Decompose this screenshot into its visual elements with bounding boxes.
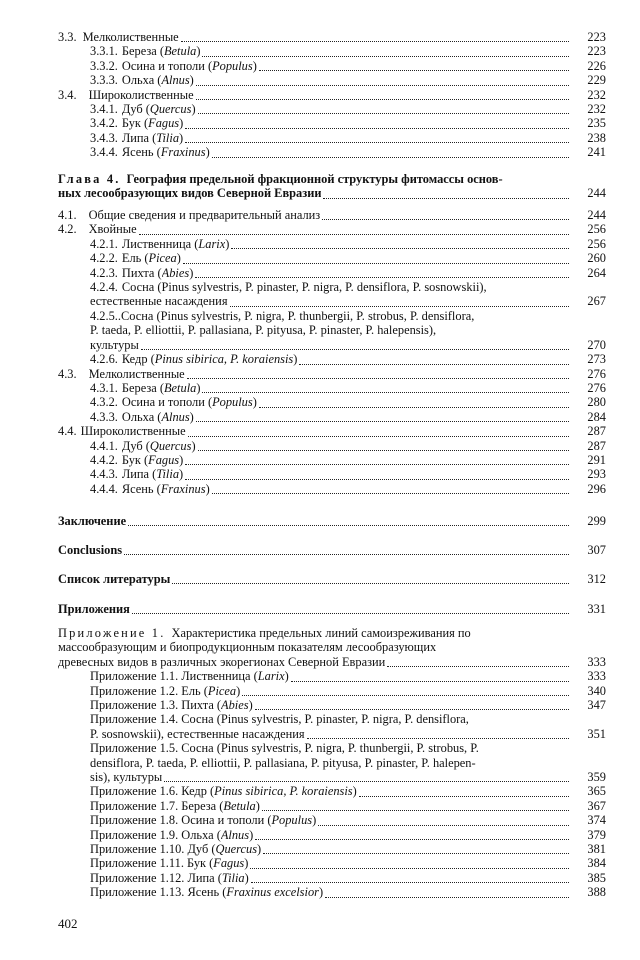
leader-dots	[307, 726, 569, 739]
entry-title-line1: Сосна (Pinus sylvestris, P. nigra, P. thunbergii, P. strobus, P. densiflora,	[120, 308, 475, 323]
leader-dots	[212, 481, 569, 494]
entry-page: 276	[587, 380, 606, 395]
entry-title: Conclusions	[58, 542, 123, 557]
toc-entry[interactable]: 4.3.3. Ольха ( Alnus ) 284	[90, 409, 606, 424]
entry-page: 267	[587, 294, 606, 309]
entry-title: Приложение 1.3. Пихта (	[90, 697, 222, 712]
entry-title-line2: естественные насаждения	[90, 294, 228, 309]
entry-latin: Alnus	[161, 73, 190, 88]
toc-entry-conclusions-en[interactable]	[58, 543, 606, 557]
toc-entry[interactable]: Приложение 1.12. Липа ( Tilia ) 385	[90, 870, 606, 885]
entry-title: Широколиственные	[80, 424, 186, 439]
appendix-label: Приложение 1.	[58, 625, 166, 640]
entry-page: 312	[587, 571, 606, 586]
entry-title: Дуб (	[121, 101, 150, 116]
entry-title: Липа (	[121, 130, 157, 145]
toc-entry[interactable]: 3.3.2. Осина и тополи ( Populus ) 226	[90, 58, 606, 73]
entry-latin: Tilia	[221, 870, 245, 885]
entry-title-line2: P. sosnowskii), естественные насаждения	[90, 726, 305, 741]
entry-title: Хвойные	[88, 222, 137, 237]
entry-latin: Populus	[212, 395, 253, 410]
entry-title: Заключение	[58, 513, 127, 528]
entry-title: Липа (	[121, 467, 157, 482]
entry-page: 232	[587, 87, 606, 102]
entry-number: 4.2.1.	[90, 236, 118, 251]
leader-dots	[259, 58, 569, 71]
toc-entry[interactable]	[58, 222, 606, 236]
entry-latin: Fraxinus excelsior	[226, 885, 319, 900]
leader-dots	[124, 542, 569, 555]
entry-title-line2: P. taeda, P. elliottii, P. pallasiana, P. pityusa, P. pinaster, P. halepensis),	[90, 323, 437, 338]
entry-latin: Betula	[223, 798, 256, 813]
entry-latin: Picea	[148, 251, 177, 266]
entry-page: 244	[587, 207, 606, 222]
toc-entry[interactable]	[58, 424, 606, 438]
chapter-title-line2: ных лесообразующих видов Северной Евразии	[58, 186, 322, 201]
entry-title: Бук (	[121, 452, 149, 467]
entry-number: 3.3.	[58, 29, 77, 44]
entry-page: 347	[587, 697, 606, 712]
entry-page: 235	[587, 116, 606, 131]
entry-latin: Larix	[257, 669, 285, 684]
entry-page: 385	[587, 870, 606, 885]
toc-entry[interactable]: 4.3.1. Береза ( Betula ) 276	[90, 380, 606, 395]
entry-number: 3.3.1.	[90, 44, 118, 59]
entry-number: 4.3.	[58, 366, 77, 381]
toc-entry[interactable]: Приложение 1.3. Пихта ( Abies ) 347	[90, 697, 606, 712]
toc-entry[interactable]: Приложение 1.6. Кедр ( Pinus sibirica, P. koraiensis ) 365	[90, 784, 606, 799]
entry-page: 260	[587, 251, 606, 266]
entry-title: Пихта (	[121, 265, 162, 280]
entry-page: 270	[587, 337, 606, 352]
toc-entry[interactable]: Приложение 1.8. Осина и тополи ( Populus ) 374	[90, 813, 606, 828]
entry-page: 264	[587, 265, 606, 280]
entry-number: 3.4.	[58, 87, 77, 102]
entry-page: 284	[587, 409, 606, 424]
leader-dots	[387, 654, 569, 667]
entry-page: 307	[587, 542, 606, 557]
leader-dots	[196, 73, 569, 86]
chapter-title-line1: География предельной фракционной структуры фитомассы основ-	[126, 171, 503, 186]
entry-title: Приложение 1.2. Ель (	[90, 683, 208, 698]
entry-title-line1: Приложение 1.5. Сосна (Pinus sylvestris, P. nigra, P. thunbergii, P. strobus, P.	[90, 741, 479, 756]
toc-entry[interactable]	[58, 741, 606, 784]
chapter-heading[interactable]	[58, 172, 606, 201]
toc-entry[interactable]: 3.4.1. Дуб ( Quercus ) 232	[90, 101, 606, 116]
toc-entry[interactable]: Приложение 1.1. Лиственница ( Larix ) 333	[90, 669, 606, 684]
entry-page: 256	[587, 236, 606, 251]
leader-dots	[164, 769, 569, 782]
entry-latin: Tilia	[156, 467, 180, 482]
leader-dots	[322, 207, 569, 220]
leader-dots	[262, 798, 569, 811]
entry-title: Береза (	[121, 380, 164, 395]
leader-dots	[172, 571, 569, 584]
entry-page: 241	[587, 145, 606, 160]
entry-page: 296	[587, 481, 606, 496]
entry-latin: Alnus	[220, 827, 250, 842]
leader-dots	[187, 366, 569, 379]
leader-dots	[318, 813, 569, 826]
entry-number: 4.1.	[58, 207, 77, 222]
entry-latin: Abies	[221, 697, 249, 712]
entry-page: 299	[587, 513, 606, 528]
entry-title: Осина и тополи (	[121, 58, 213, 73]
entry-page: 379	[587, 827, 606, 842]
toc-entry[interactable]: 3.4.3. Липа ( Tilia ) 238	[90, 130, 606, 145]
entry-number: 4.4.1.	[90, 438, 118, 453]
entry-number: 4.2.5..	[90, 308, 121, 323]
entry-latin: Tilia	[156, 130, 180, 145]
toc-entry[interactable]: Приложение 1.13. Ясень ( Fraxinus excelsior ) 388	[90, 885, 606, 900]
entry-title-line2: массообразующим и биопродукционным показателям лесообразующих	[58, 640, 437, 655]
entry-page: 388	[587, 885, 606, 900]
leader-dots	[231, 236, 569, 249]
leader-dots	[250, 856, 569, 869]
entry-latin: Abies	[161, 265, 190, 280]
entry-latin: Quercus	[215, 841, 258, 856]
entry-latin: Betula	[163, 44, 197, 59]
entry-page: 381	[587, 841, 606, 856]
toc-entry[interactable]: Приложение 1.2. Ель ( Picea ) 340	[90, 683, 606, 698]
entry-title: Приложение 1.9. Ольха (	[90, 827, 221, 842]
chapter-label: Глава 4.	[58, 171, 121, 186]
toc-entry[interactable]: Приложение 1.10. Дуб ( Quercus ) 381	[90, 841, 606, 856]
entry-title: Приложение 1.12. Липа (	[90, 870, 222, 885]
toc-entry-appendix-1[interactable]	[58, 626, 606, 669]
entry-title: Приложения	[58, 601, 130, 616]
entry-title-line1: Приложение 1.4. Сосна (Pinus sylvestris, P. pinaster, P. nigra, P. densiflora,	[90, 712, 469, 727]
toc-entry[interactable]: 3.3.3. Ольха ( Alnus ) 229	[90, 73, 606, 88]
entry-title: Осина и тополи (	[121, 395, 213, 410]
entry-page: 340	[587, 683, 606, 698]
toc-entry[interactable]	[58, 367, 606, 381]
entry-page: 293	[587, 467, 606, 482]
entry-number: 3.4.4.	[90, 145, 118, 160]
toc-entry[interactable]	[58, 712, 606, 741]
entry-title-line3: культуры	[90, 337, 139, 352]
entry-page: 351	[587, 726, 606, 741]
entry-number: 4.2.4.	[90, 279, 118, 294]
toc-entry[interactable]: 4.3.2. Осина и тополи ( Populus ) 280	[90, 395, 606, 410]
entry-number: 4.4.4.	[90, 481, 118, 496]
entry-page: 238	[587, 130, 606, 145]
entry-title: Приложение 1.11. Бук (	[90, 856, 214, 871]
entry-title: Ольха (	[121, 409, 162, 424]
toc-entry-references[interactable]	[58, 572, 606, 586]
leader-dots	[139, 222, 569, 235]
leader-dots	[255, 697, 569, 710]
entry-title: Береза (	[121, 44, 164, 59]
leader-dots	[230, 294, 569, 307]
entry-title-line2: densiflora, P. taeda, P. elliottii, P. pallasiana, P. pityusa, P. pinaster, P. halepen-	[90, 755, 476, 770]
leader-dots	[185, 452, 569, 465]
entry-page: 291	[587, 452, 606, 467]
leader-dots	[181, 29, 569, 42]
entry-title: Приложение 1.7. Береза (	[90, 798, 224, 813]
entry-page: 256	[587, 222, 606, 237]
leader-dots	[202, 44, 569, 57]
entry-number: 4.3.2.	[90, 395, 118, 410]
leader-dots	[128, 513, 569, 526]
entry-title: Список литературы	[58, 571, 171, 586]
entry-latin: Pinus sibirica, P. koraiensis	[214, 784, 353, 799]
toc-entry[interactable]: 4.2.3. Пихта ( Abies ) 264	[90, 265, 606, 280]
leader-dots	[196, 87, 569, 100]
entry-page: 232	[587, 101, 606, 116]
toc-entry[interactable]: 4.2.1. Лиственница ( Larix ) 256	[90, 236, 606, 251]
entry-page: 374	[587, 813, 606, 828]
entry-number: 3.4.3.	[90, 130, 118, 145]
entry-title: Общие сведения и предварительный анализ	[88, 207, 321, 222]
leader-dots	[323, 186, 569, 199]
entry-page: 333	[587, 669, 606, 684]
leader-dots	[359, 784, 569, 797]
entry-latin: Populus	[271, 813, 313, 828]
entry-page: 359	[587, 769, 606, 784]
leader-dots	[255, 827, 569, 840]
leader-dots	[132, 601, 569, 614]
entry-latin: Pinus sibirica, P. koraiensis	[154, 352, 294, 367]
entry-title: Дуб (	[121, 438, 150, 453]
entry-title: Ясень (	[121, 481, 161, 496]
toc-entry[interactable]	[58, 30, 606, 44]
entry-page: 273	[587, 352, 606, 367]
toc-entry[interactable]	[58, 208, 606, 222]
entry-page: 244	[587, 186, 606, 201]
entry-page: 333	[587, 654, 606, 669]
entry-title-line1: Характеристика предельных линий самоизреживания по	[171, 625, 471, 640]
entry-number: 3.3.3.	[90, 73, 118, 88]
entry-title: Мелколиственные	[88, 366, 185, 381]
entry-page: 276	[587, 366, 606, 381]
toc-entry[interactable]: 4.4.4. Ясень ( Fraxinus ) 296	[90, 481, 606, 496]
entry-title: Приложение 1.10. Дуб (	[90, 841, 216, 856]
leader-dots	[141, 337, 569, 350]
entry-latin: Quercus	[149, 438, 192, 453]
entry-latin: Populus	[212, 58, 253, 73]
leader-dots	[251, 870, 569, 883]
entry-title: Ясень (	[121, 145, 161, 160]
leader-dots	[242, 683, 569, 696]
entry-number: 4.4.	[58, 424, 77, 439]
entry-latin: Betula	[163, 380, 197, 395]
entry-number: 3.3.2.	[90, 58, 118, 73]
entry-number: 4.3.1.	[90, 380, 118, 395]
entry-title: Ольха (	[121, 73, 162, 88]
entry-page: 287	[587, 424, 606, 439]
toc-entry[interactable]: 4.4.1. Дуб ( Quercus ) 287	[90, 438, 606, 453]
entry-page: 384	[587, 856, 606, 871]
leader-dots	[195, 265, 569, 278]
entry-number: 4.2.6.	[90, 352, 118, 367]
toc-entry[interactable]: 3.4.4. Ясень ( Fraxinus ) 241	[90, 145, 606, 160]
leader-dots	[198, 101, 569, 114]
entry-latin: Picea	[207, 683, 237, 698]
leader-dots	[299, 352, 569, 365]
toc-entry[interactable]: 4.2.6. Кедр ( Pinus sibirica, P. koraiensis ) 273	[90, 352, 606, 367]
entry-latin: Alnus	[161, 409, 190, 424]
entry-title-line3: древесных видов в различных экорегионах Северной Евразии	[58, 654, 386, 669]
entry-latin: Larix	[198, 236, 226, 251]
toc-entry[interactable]: Приложение 1.11. Бук ( Fagus ) 384	[90, 856, 606, 871]
toc-entry[interactable]: 3.3.1. Береза ( Betula ) 223	[90, 44, 606, 59]
leader-dots	[188, 424, 569, 437]
leader-dots	[202, 380, 569, 393]
entry-number: 4.3.3.	[90, 409, 118, 424]
entry-title-line1: Сосна (Pinus sylvestris, P. pinaster, P. nigra, P. densiflora, P. sosnowskii),	[121, 279, 487, 294]
toc-entry[interactable]	[58, 280, 606, 309]
entry-title: Мелколиственные	[82, 29, 179, 44]
entry-title: Приложение 1.13. Ясень (	[90, 885, 227, 900]
entry-page: 223	[587, 29, 606, 44]
entry-number: 4.4.3.	[90, 467, 118, 482]
entry-title: Ель (	[121, 251, 149, 266]
entry-latin: Fraxinus	[160, 481, 206, 496]
entry-page: 331	[587, 601, 606, 616]
leader-dots	[325, 885, 569, 898]
entry-title: Бук (	[121, 116, 149, 131]
entry-page: 365	[587, 784, 606, 799]
entry-page: 287	[587, 438, 606, 453]
entry-number: 4.2.2.	[90, 251, 118, 266]
entry-title: Приложение 1.1. Лиственница (	[90, 669, 258, 684]
toc-entry[interactable]: 4.4.3. Липа ( Tilia ) 293	[90, 467, 606, 482]
entry-page: 280	[587, 395, 606, 410]
entry-latin: Fagus	[148, 452, 180, 467]
entry-page: 226	[587, 58, 606, 73]
toc-entry[interactable]: 4.2.2. Ель ( Picea ) 260	[90, 251, 606, 266]
entry-number: 4.2.	[58, 222, 77, 237]
toc-entry[interactable]	[58, 88, 606, 102]
leader-dots	[259, 395, 569, 408]
entry-title: Приложение 1.6. Кедр (	[90, 784, 215, 799]
entry-title: Приложение 1.8. Осина и тополи (	[90, 813, 272, 828]
entry-latin: Quercus	[149, 101, 192, 116]
entry-title-line3: sis), культуры	[90, 769, 163, 784]
leader-dots	[198, 438, 569, 451]
toc-entry[interactable]: Приложение 1.9. Ольха ( Alnus ) 379	[90, 827, 606, 842]
entry-page: 229	[587, 73, 606, 88]
leader-dots	[196, 409, 569, 422]
toc-entry[interactable]	[58, 309, 606, 352]
toc-entry[interactable]: Приложение 1.7. Береза ( Betula ) 367	[90, 798, 606, 813]
page-number: 402	[58, 916, 78, 931]
entry-page: 223	[587, 44, 606, 59]
entry-number: 4.2.3.	[90, 265, 118, 280]
toc-entry-conclusion[interactable]	[58, 514, 606, 528]
toc-entry[interactable]: 4.4.2. Бук ( Fagus ) 291	[90, 452, 606, 467]
entry-number: 3.4.1.	[90, 101, 118, 116]
leader-dots	[185, 467, 569, 480]
leader-dots	[263, 841, 569, 854]
entry-number: 3.4.2.	[90, 116, 118, 131]
entry-latin: Fagus	[148, 116, 180, 131]
entry-number: 4.4.2.	[90, 452, 118, 467]
leader-dots	[291, 669, 569, 682]
leader-dots	[212, 145, 569, 158]
entry-latin: Fraxinus	[160, 145, 206, 160]
entry-title: Широколиственные	[88, 87, 194, 102]
entry-title: Кедр (	[121, 352, 155, 367]
entry-page: 367	[587, 798, 606, 813]
entry-title: Лиственница (	[121, 236, 199, 251]
leader-dots	[185, 130, 569, 143]
leader-dots	[183, 251, 569, 264]
toc-entry[interactable]: 3.4.2. Бук ( Fagus ) 235	[90, 116, 606, 131]
toc-entry-appendices[interactable]	[58, 602, 606, 616]
entry-latin: Fagus	[213, 856, 245, 871]
leader-dots	[185, 116, 569, 129]
